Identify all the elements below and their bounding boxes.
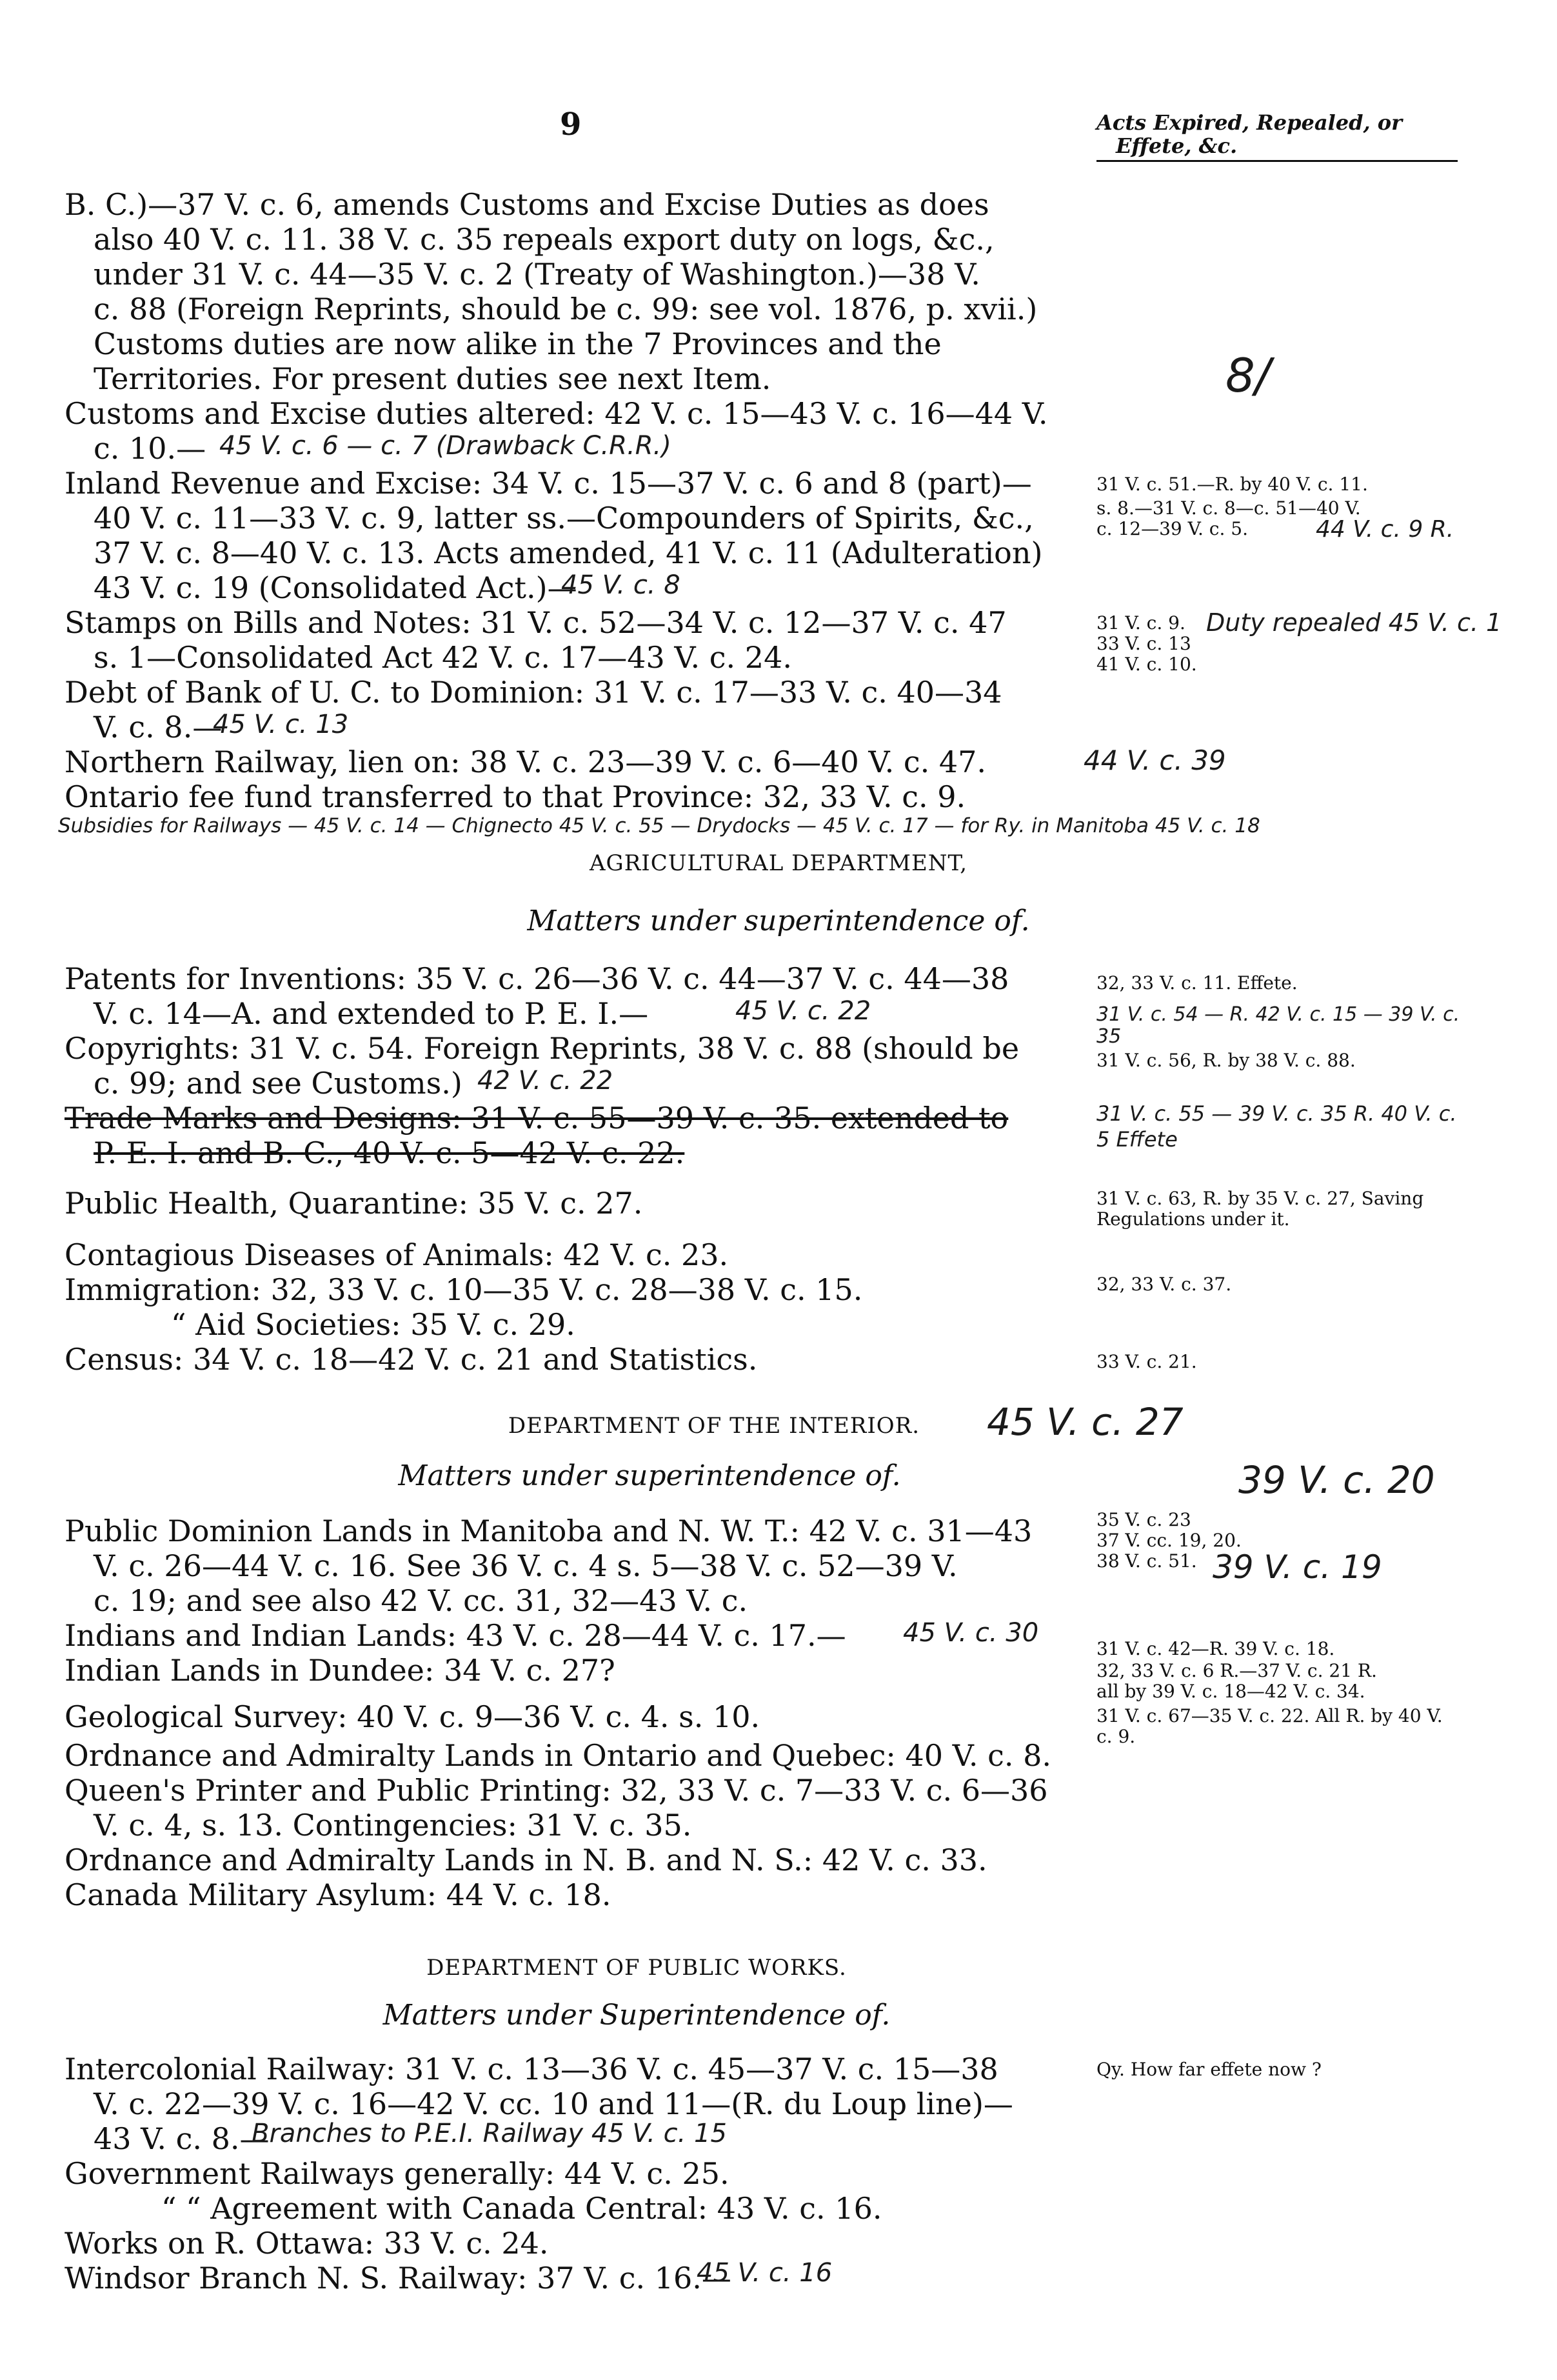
margin-note: 32, 33 V. c. 37.: [1096, 1274, 1232, 1295]
margin-note: 33 V. c. 21.: [1096, 1351, 1197, 1372]
text-line: Works on R. Ottawa: 33 V. c. 24.: [64, 2226, 549, 2261]
text-line: V. c. 4, s. 13. Contingencies: 31 V. c. 35.: [94, 1808, 692, 1843]
margin-note: 35 V. c. 23: [1096, 1509, 1191, 1530]
text-line: Intercolonial Railway: 31 V. c. 13—36 V. c. 45—37 V. c. 15—38: [64, 2052, 998, 2086]
text-line: “ “ Agreement with Canada Central: 43 V. c. 16.: [161, 2191, 882, 2226]
text-line: Contagious Diseases of Animals: 42 V. c. 23.: [64, 1237, 729, 1272]
text-line: also 40 V. c. 11. 38 V. c. 35 repeals export duty on logs, &c.,: [94, 222, 995, 257]
margin-note: 31 V. c. 63, R. by 35 V. c. 27, Saving Regulations under it.: [1096, 1188, 1424, 1230]
text-line: c. 99; and see Customs.): [94, 1066, 462, 1101]
text-line: Patents for Inventions: 35 V. c. 26—36 V. c. 44—37 V. c. 44—38: [64, 961, 1009, 996]
handwritten-note: 45 V. c. 13: [213, 710, 349, 739]
handwritten-note: 39 V. c. 20: [1238, 1458, 1435, 1502]
text-line: Ordnance and Admiralty Lands in N. B. and N. S.: 42 V. c. 33.: [64, 1843, 987, 1877]
text-line: Ordnance and Admiralty Lands in Ontario and Quebec: 40 V. c. 8.: [64, 1738, 1051, 1773]
text-line: Debt of Bank of U. C. to Dominion: 31 V. c. 17—33 V. c. 40—34: [64, 675, 1002, 710]
margin-note: c. 12—39 V. c. 5.: [1096, 518, 1248, 539]
text-line: P. E. I. and B. C., 40 V. c. 5—42 V. c. 22.: [94, 1135, 685, 1170]
handwritten-note: Subsidies for Railways — 45 V. c. 14 — Chignecto 45 V. c. 55 — Drydocks — 45 V. c. 17 — for Ry. in Manitoba 45 V. c. 18: [58, 814, 1260, 837]
text-line: under 31 V. c. 44—35 V. c. 2 (Treaty of Washington.)—38 V.: [94, 257, 980, 292]
text-line: Ontario fee fund transferred to that Province: 32, 33 V. c. 9.: [64, 779, 966, 814]
text-line: Trade Marks and Designs: 31 V. c. 55—39 V. c. 35. extended to: [64, 1101, 1009, 1135]
margin-note: 38 V. c. 51.: [1096, 1550, 1197, 1572]
section-heading: DEPARTMENT OF PUBLIC WORKS.: [426, 1955, 847, 1981]
text-line: c. 10.—: [94, 431, 206, 466]
text-line: Customs duties are now alike in the 7 Provinces and the: [94, 326, 942, 361]
text-line: 43 V. c. 19 (Consolidated Act.)—: [94, 570, 577, 605]
text-line: B. C.)—37 V. c. 6, amends Customs and Excise Duties as does: [64, 187, 989, 222]
text-line: Territories. For present duties see next Item.: [94, 361, 771, 396]
section-subheading: Matters under superintendence of.: [398, 1459, 901, 1492]
handwritten-note: 45 V. c. 22: [735, 996, 871, 1026]
handwritten-note: 8/: [1225, 348, 1271, 403]
text-line: Customs and Excise duties altered: 42 V. c. 15—43 V. c. 16—44 V.: [64, 396, 1048, 431]
text-line: Windsor Branch N. S. Railway: 37 V. c. 16.—: [64, 2261, 731, 2295]
handwritten-note: 44 V. c. 9 R.: [1316, 516, 1454, 543]
text-line: Canada Military Asylum: 44 V. c. 18.: [64, 1877, 611, 1912]
handwritten-note: 45 V. c. 27: [987, 1400, 1184, 1444]
handwritten-note: 39 V. c. 19: [1213, 1548, 1382, 1586]
section-heading: AGRICULTURAL DEPARTMENT,: [589, 850, 968, 876]
section-subheading: Matters under Superintendence of.: [382, 1999, 891, 2032]
text-line: Immigration: 32, 33 V. c. 10—35 V. c. 28—38 V. c. 15.: [64, 1272, 863, 1307]
section-heading: DEPARTMENT OF THE INTERIOR.: [508, 1413, 920, 1439]
margin-note: 31 V. c. 67—35 V. c. 22. All R. by 40 V. c. 9.: [1096, 1705, 1443, 1747]
margin-note: 32, 33 V. c. 11. Effete.: [1096, 972, 1298, 994]
running-header-line1: Acts Expired, Repealed, or: [1096, 110, 1402, 135]
handwritten-note: 31 V. c. 55 — 39 V. c. 35 R. 40 V. c. 5 Effete: [1096, 1101, 1457, 1152]
handwritten-note: 45 V. c. 16: [697, 2258, 833, 2288]
text-line: V. c. 22—39 V. c. 16—42 V. cc. 10 and 11—(R. du Loup line)—: [94, 2086, 1013, 2121]
margin-note: Qy. How far effete now ?: [1096, 2059, 1322, 2080]
handwritten-note: 45 V. c. 30: [903, 1618, 1039, 1648]
margin-note: 41 V. c. 10.: [1096, 654, 1197, 675]
text-line: Public Dominion Lands in Manitoba and N. W. T.: 42 V. c. 31—43: [64, 1514, 1033, 1548]
text-line: Public Health, Quarantine: 35 V. c. 27.: [64, 1186, 643, 1221]
text-line: Copyrights: 31 V. c. 54. Foreign Reprints, 38 V. c. 88 (should be: [64, 1031, 1020, 1066]
handwritten-note: 45 V. c. 8: [561, 570, 680, 600]
handwritten-note: 45 V. c. 6 — c. 7 (Drawback C.R.R.): [219, 431, 671, 461]
margin-note: 31 V. c. 51.—R. by 40 V. c. 11.: [1096, 474, 1368, 495]
text-line: 40 V. c. 11—33 V. c. 9, latter ss.—Compounders of Spirits, &c.,: [94, 501, 1034, 535]
text-line: Indian Lands in Dundee: 34 V. c. 27?: [64, 1653, 615, 1688]
text-line: V. c. 8.—: [94, 710, 223, 745]
margin-note: s. 8.—31 V. c. 8—c. 51—40 V.: [1096, 497, 1361, 519]
margin-note: 31 V. c. 9.: [1096, 612, 1185, 634]
handwritten-note: 44 V. c. 39: [1084, 745, 1226, 776]
header-rule: [1096, 160, 1458, 162]
text-line: s. 1—Consolidated Act 42 V. c. 17—43 V. c. 24.: [94, 640, 792, 675]
text-line: c. 19; and see also 42 V. cc. 31, 32—43 V. c.: [94, 1583, 748, 1618]
running-header-line2: Effete, &c.: [1116, 134, 1238, 158]
text-line: Government Railways generally: 44 V. c. 25.: [64, 2156, 729, 2191]
page-number: 9: [560, 106, 582, 143]
text-line: V. c. 14—A. and extended to P. E. I.—: [94, 996, 649, 1031]
handwritten-note: Duty repealed 45 V. c. 1: [1206, 608, 1502, 637]
margin-note: 32, 33 V. c. 6 R.—37 V. c. 21 R.: [1096, 1660, 1377, 1681]
margin-note: 33 V. c. 13: [1096, 633, 1191, 654]
text-line: Geological Survey: 40 V. c. 9—36 V. c. 4. s. 10.: [64, 1699, 760, 1734]
text-line: 43 V. c. 8.—: [94, 2121, 270, 2156]
margin-note: 37 V. cc. 19, 20.: [1096, 1530, 1242, 1551]
margin-note: 31 V. c. 42—R. 39 V. c. 18.: [1096, 1638, 1335, 1659]
handwritten-note: 42 V. c. 22: [477, 1066, 613, 1095]
margin-note: all by 39 V. c. 18—42 V. c. 34.: [1096, 1681, 1365, 1702]
text-line: Northern Railway, lien on: 38 V. c. 23—39 V. c. 6—40 V. c. 47.: [64, 745, 987, 779]
text-line: Census: 34 V. c. 18—42 V. c. 21 and Statistics.: [64, 1342, 758, 1377]
handwritten-note: 31 V. c. 54 — R. 42 V. c. 15 — 39 V. c. 35: [1096, 1003, 1460, 1048]
section-subheading: Matters under superintendence of.: [527, 905, 1030, 937]
text-line: “ Aid Societies: 35 V. c. 29.: [171, 1307, 575, 1342]
text-line: V. c. 26—44 V. c. 16. See 36 V. c. 4 s. 5—38 V. c. 52—39 V.: [94, 1548, 958, 1583]
text-line: c. 88 (Foreign Reprints, should be c. 99: see vol. 1876, p. xvii.): [94, 292, 1038, 326]
running-header: [1096, 111, 1402, 157]
text-line: Queen's Printer and Public Printing: 32, 33 V. c. 7—33 V. c. 6—36: [64, 1773, 1048, 1808]
text-line: Indians and Indian Lands: 43 V. c. 28—44 V. c. 17.—: [64, 1618, 846, 1653]
text-line: 37 V. c. 8—40 V. c. 13. Acts amended, 41 V. c. 11 (Adulteration): [94, 535, 1043, 570]
text-line: Inland Revenue and Excise: 34 V. c. 15—37 V. c. 6 and 8 (part)—: [64, 466, 1032, 501]
text-line: Stamps on Bills and Notes: 31 V. c. 52—34 V. c. 12—37 V. c. 47: [64, 605, 1007, 640]
handwritten-note: Branches to P.E.I. Railway 45 V. c. 15: [252, 2119, 727, 2148]
margin-note: 31 V. c. 56, R. by 38 V. c. 88.: [1096, 1050, 1356, 1071]
